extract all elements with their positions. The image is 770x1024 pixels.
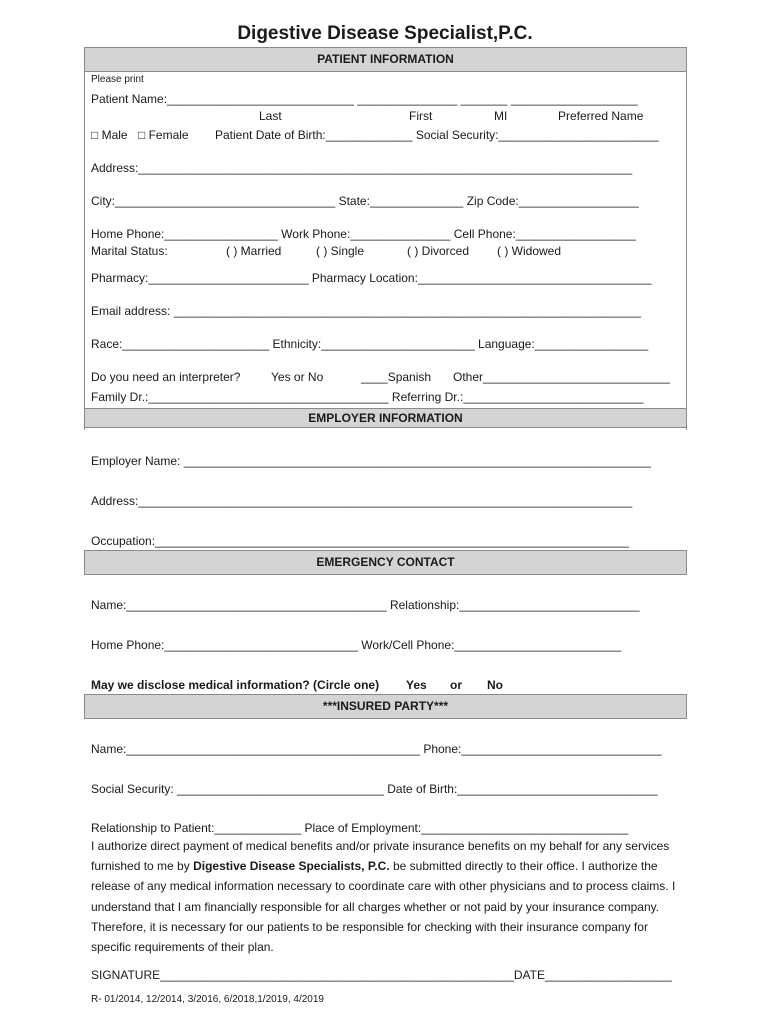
disclose-or-text: or bbox=[450, 678, 462, 692]
interpreter-question: Do you need an interpreter? bbox=[91, 370, 241, 384]
occupation-field[interactable]: Occupation:_______________________________________________________________________ bbox=[91, 534, 629, 548]
city-state-zip-fields[interactable]: City:_________________________________ State:______________ Zip Code:__________________ bbox=[91, 194, 639, 208]
relationship-employment-fields[interactable]: Relationship to Patient:_____________ Place of Employment:_______________________________ bbox=[91, 821, 629, 835]
patient-information-header: PATIENT INFORMATION bbox=[84, 47, 687, 72]
emergency-phone-fields[interactable]: Home Phone:_____________________________ Work/Cell Phone:_________________________ bbox=[91, 638, 622, 652]
please-print-note: Please print bbox=[91, 74, 144, 85]
form-title: Digestive Disease Specialist,P.C. bbox=[237, 23, 533, 44]
disclose-yes-option[interactable]: Yes bbox=[406, 678, 427, 692]
divorced-option[interactable]: ( ) Divorced bbox=[407, 244, 470, 258]
authorization-text-2: be submitted directly to their office. I authorize the release of any medical information necessary to coordinate care with other physicians and to process claims. I understand that I am financially responsible for all charges whether or not paid by your insurance company. Therefore, it is necessary for our patients to be responsible for checking with their insurance company for specific requirements of their plan. bbox=[91, 859, 676, 955]
authorization-text-1: I authorize direct payment of medical benefits and/or private insurance benefits on my behalf for any services furnished to me by bbox=[91, 839, 670, 874]
emergency-name-relationship-fields[interactable]: Name:_______________________________________ Relationship:___________________________ bbox=[91, 598, 640, 612]
middle-initial-caption: MI bbox=[494, 109, 508, 123]
marital-status-label: Marital Status: bbox=[91, 244, 168, 258]
married-option[interactable]: ( ) Married bbox=[226, 244, 282, 258]
first-name-caption: First bbox=[409, 109, 433, 123]
phone-fields[interactable]: Home Phone:_________________ Work Phone:_______________ Cell Phone:__________________ bbox=[91, 227, 636, 241]
revision-dates: R- 01/2014, 12/2014, 3/2016, 6/2018,1/2019, 4/2019 bbox=[91, 994, 324, 1005]
dob-ssn-fields[interactable]: Patient Date of Birth:_____________ Social Security:________________________ bbox=[215, 128, 659, 142]
patient-address-field[interactable]: Address:__________________________________________________________________________ bbox=[91, 161, 633, 175]
signature-date-fields[interactable]: SIGNATURE_____________________________________________________DATE___________________ bbox=[91, 968, 672, 982]
disclose-question: May we disclose medical information? (Circle one) bbox=[91, 678, 380, 692]
form-left-border bbox=[84, 47, 85, 430]
employer-name-field[interactable]: Employer Name: ______________________________________________________________________ bbox=[91, 454, 651, 468]
authorization-company: Digestive Disease Specialists, P.C. bbox=[193, 859, 390, 874]
employer-address-field[interactable]: Address:__________________________________________________________________________ bbox=[91, 494, 633, 508]
family-referring-dr-fields[interactable]: Family Dr.:____________________________________ Referring Dr.:___________________________ bbox=[91, 390, 644, 404]
disclose-no-option[interactable]: No bbox=[487, 678, 503, 692]
insured-party-header: ***INSURED PARTY*** bbox=[84, 694, 687, 719]
female-checkbox[interactable]: □ Female bbox=[138, 128, 189, 142]
insured-ssn-dob-fields[interactable]: Social Security: _______________________________ Date of Birth:______________________________ bbox=[91, 782, 658, 796]
preferred-name-caption: Preferred Name bbox=[558, 109, 644, 123]
widowed-option[interactable]: ( ) Widowed bbox=[497, 244, 562, 258]
patient-name-field[interactable]: Patient Name:____________________________ _______________ _______ ___________________ bbox=[91, 92, 638, 106]
other-language-field[interactable]: Other____________________________ bbox=[453, 370, 670, 384]
form-right-border bbox=[686, 47, 687, 430]
insured-name-phone-fields[interactable]: Name:____________________________________________ Phone:______________________________ bbox=[91, 742, 662, 756]
pharmacy-fields[interactable]: Pharmacy:________________________ Pharmacy Location:___________________________________ bbox=[91, 271, 652, 285]
authorization-paragraph bbox=[91, 836, 687, 957]
email-field[interactable]: Email address: ______________________________________________________________________ bbox=[91, 304, 641, 318]
spanish-option[interactable]: ____Spanish bbox=[361, 370, 432, 384]
male-checkbox[interactable]: □ Male bbox=[91, 128, 128, 142]
last-name-caption: Last bbox=[259, 109, 282, 123]
race-ethnicity-language-fields[interactable]: Race:______________________ Ethnicity:_______________________ Language:_________________ bbox=[91, 337, 649, 351]
employer-information-header: EMPLOYER INFORMATION bbox=[84, 408, 687, 428]
single-option[interactable]: ( ) Single bbox=[316, 244, 365, 258]
emergency-contact-header: EMERGENCY CONTACT bbox=[84, 550, 687, 575]
interpreter-yes-no[interactable]: Yes or No bbox=[271, 370, 324, 384]
